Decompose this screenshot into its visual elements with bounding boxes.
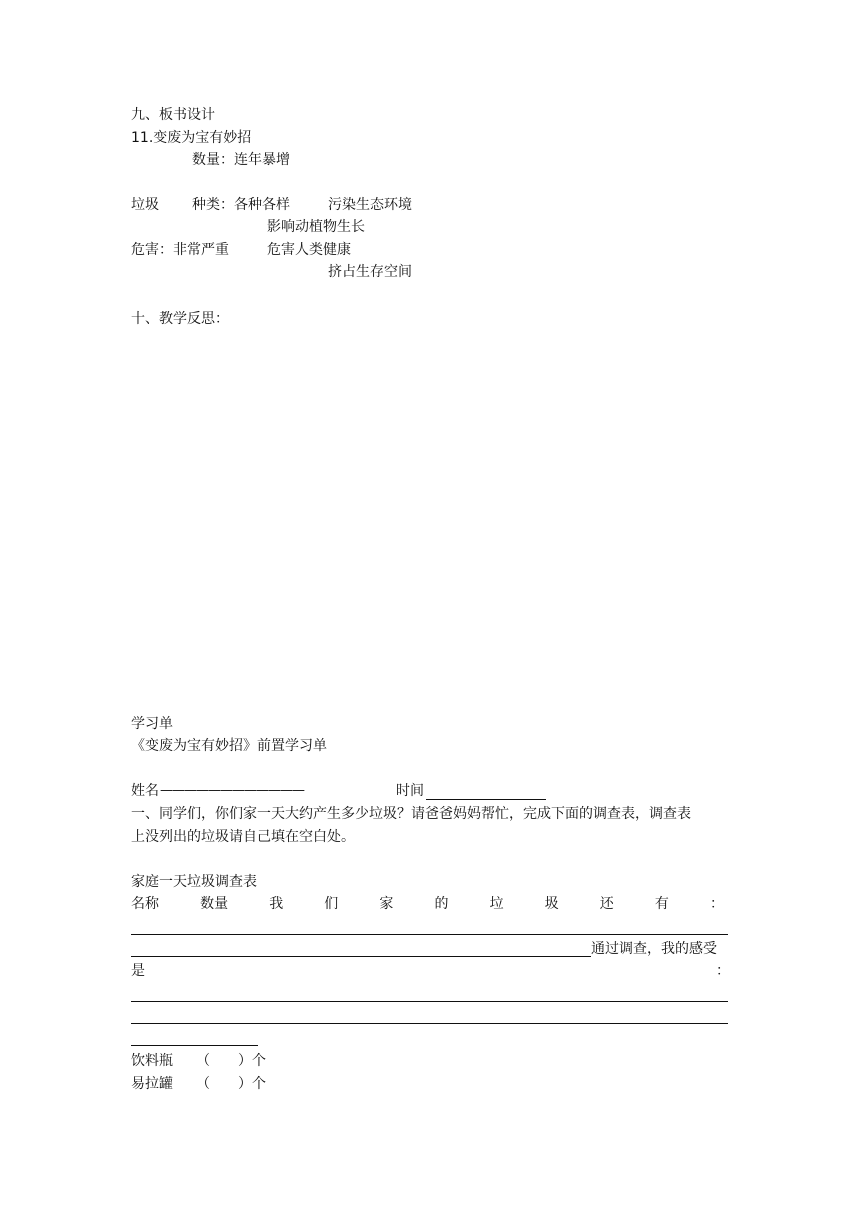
item-can-count: （ ）个 bbox=[196, 1076, 266, 1092]
colon-label: ： bbox=[716, 963, 730, 979]
item-bottle-count: （ ）个 bbox=[196, 1053, 266, 1069]
answer-line bbox=[131, 1023, 728, 1024]
table-header-row bbox=[131, 895, 724, 913]
section-ten-heading: 十、教学反思： bbox=[131, 311, 229, 327]
pollute-line: 污染生态环境 bbox=[328, 197, 412, 213]
garbage-label: 垃圾 bbox=[131, 197, 159, 213]
row-char: 我 bbox=[269, 896, 284, 912]
harm-line: 危害：非常严重 bbox=[131, 242, 229, 258]
row-char: ： bbox=[709, 896, 724, 912]
item-can-name: 易拉罐 bbox=[131, 1076, 173, 1092]
quantity-line: 数量：连年暴增 bbox=[192, 152, 290, 168]
survey-table-title: 家庭一天垃圾调查表 bbox=[131, 874, 257, 890]
answer-line bbox=[131, 934, 728, 935]
question-line-1: 一、同学们，你们家一天大约产生多少垃圾？请爸爸妈妈帮忙，完成下面的调查表，调查表 bbox=[131, 806, 691, 822]
name-field: ———————————— bbox=[160, 783, 304, 798]
shi-label: 是 bbox=[131, 963, 145, 979]
row-char: 垃 bbox=[489, 896, 504, 912]
lesson-title: 11.变废为宝有妙招 bbox=[131, 130, 252, 146]
row-char: 有 bbox=[654, 896, 669, 912]
time-label: 时间 bbox=[396, 783, 424, 799]
worksheet-subtitle: 《变废为宝有妙招》前置学习单 bbox=[131, 738, 327, 754]
answer-line bbox=[131, 1045, 258, 1046]
answer-line bbox=[131, 1001, 728, 1002]
row-char: 家 bbox=[379, 896, 394, 912]
types-line: 种类：各种各样 bbox=[192, 197, 290, 213]
item-bottle-name: 饮料瓶 bbox=[131, 1053, 173, 1069]
worksheet-title: 学习单 bbox=[131, 716, 173, 732]
row-char: 还 bbox=[599, 896, 614, 912]
col-quantity-header: 数量 bbox=[200, 896, 229, 912]
answer-line bbox=[131, 956, 591, 957]
affect-line: 影响动植物生长 bbox=[267, 219, 365, 235]
health-line: 危害人类健康 bbox=[267, 242, 351, 258]
row-char: 圾 bbox=[544, 896, 559, 912]
question-line-2: 上没列出的垃圾请自己填在空白处。 bbox=[131, 829, 355, 845]
space-line: 挤占生存空间 bbox=[328, 264, 412, 280]
col-name-header: 名称 bbox=[131, 896, 159, 912]
section-nine-heading: 九、板书设计 bbox=[131, 107, 215, 123]
survey-feeling-label: 通过调查，我的感受 bbox=[591, 941, 717, 957]
name-label: 姓名 bbox=[131, 783, 159, 799]
row-char: 们 bbox=[324, 896, 339, 912]
time-field bbox=[426, 799, 546, 800]
row-char: 的 bbox=[434, 896, 449, 912]
